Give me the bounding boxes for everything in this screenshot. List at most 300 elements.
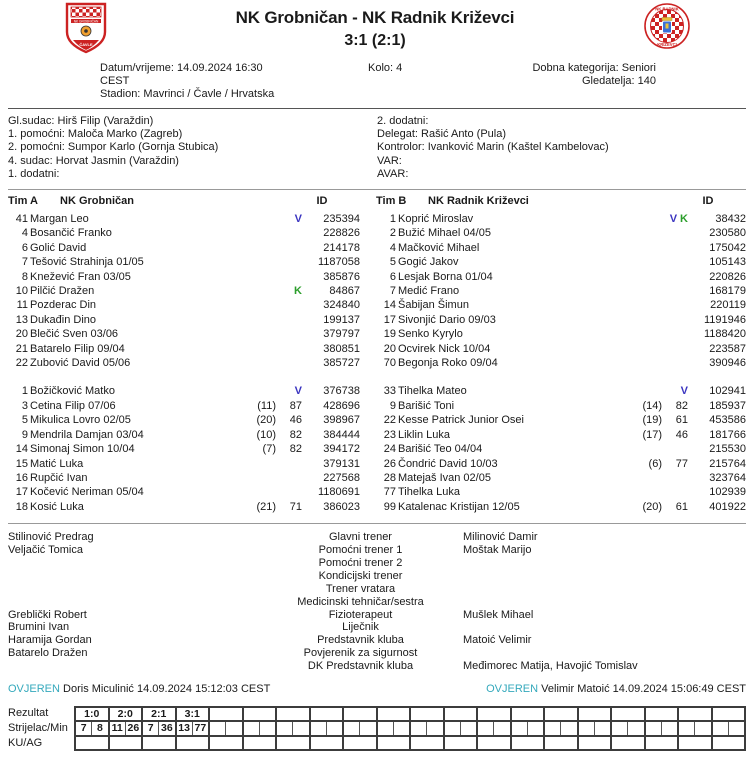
result-group xyxy=(277,708,311,749)
staff-row xyxy=(8,544,746,557)
result-cell xyxy=(478,708,510,722)
substitution-minute: 77 xyxy=(675,457,688,470)
marks-and-minute xyxy=(662,255,688,269)
player-name: Matić Luka xyxy=(30,457,84,470)
player-name: Bužić Mihael 04/05 xyxy=(398,227,491,240)
staff-name-team-a: Haramija Gordan xyxy=(8,634,92,647)
player-id: 105143 xyxy=(709,256,746,269)
player-name: Mačković Mihael xyxy=(398,241,480,254)
player-row xyxy=(376,471,746,485)
marks-and-minute xyxy=(276,255,302,269)
marks-and-minute xyxy=(662,284,688,298)
player-name: Čondrić David 10/03 xyxy=(398,457,498,470)
official-line: AVAR: xyxy=(377,167,409,180)
kuag-cell xyxy=(713,737,745,749)
player-row xyxy=(8,384,360,398)
player-number: 13 xyxy=(15,313,28,326)
divider xyxy=(8,108,746,109)
marks-and-minute xyxy=(276,313,302,327)
kuag-cell xyxy=(378,737,410,749)
marks-and-minute xyxy=(662,384,688,398)
marks-and-minute xyxy=(276,399,302,413)
marks-and-minute xyxy=(662,327,688,341)
result-section xyxy=(8,706,746,751)
result-group xyxy=(344,708,378,749)
minute-cell xyxy=(260,722,275,735)
result-cell xyxy=(646,708,678,722)
staff-role: DK Predstavnik kluba xyxy=(307,660,414,673)
result-cell xyxy=(545,708,577,722)
staff-name-team-b xyxy=(463,557,746,570)
scorer-label: Strijelac/Min xyxy=(8,721,68,734)
marks-and-minute xyxy=(276,471,302,485)
player-number: 1 xyxy=(389,213,396,226)
player-name: Matejaš Ivan 02/05 xyxy=(398,471,491,484)
player-number: 5 xyxy=(389,256,396,269)
kuag-cell xyxy=(244,737,276,749)
player-id: 1180691 xyxy=(317,486,360,499)
svg-text:NK RADNIK: NK RADNIK xyxy=(655,6,679,12)
minute-cell xyxy=(327,722,342,735)
scorer-cell xyxy=(244,722,260,735)
player-number: 20 xyxy=(15,328,28,341)
scorer-minute-cells xyxy=(277,722,309,737)
staff-role: Fizioterapeut xyxy=(328,608,393,621)
team-b-id-header: ID xyxy=(702,195,714,208)
substitution-origin: (19) xyxy=(642,414,662,427)
staff-name-team-a: Batarelo Dražen xyxy=(8,647,88,660)
player-number: 2 xyxy=(389,227,396,240)
player-id: 214178 xyxy=(323,241,360,254)
result-cell xyxy=(679,708,711,722)
staff-name-team-a xyxy=(8,660,258,673)
result-cell xyxy=(378,708,410,722)
result-group xyxy=(612,708,646,749)
minute-cell xyxy=(461,722,476,735)
result-group xyxy=(445,708,479,749)
scorer-minute-cells xyxy=(244,722,276,737)
scorer-minute-cells xyxy=(110,722,142,737)
marks-and-minute xyxy=(276,212,302,226)
staff-row xyxy=(8,570,746,583)
minute-cell xyxy=(729,722,744,735)
kuag-cell xyxy=(311,737,343,749)
minute-cell xyxy=(494,722,509,735)
goalkeeper-mark: V xyxy=(680,385,688,398)
player-name: Pilčić Dražen xyxy=(30,285,95,298)
player-row xyxy=(8,471,360,485)
divider xyxy=(8,523,746,524)
marks-and-minute xyxy=(276,413,302,427)
certified-badge: OVJEREN xyxy=(486,683,539,696)
match-title: NK Grobničan - NK Radnik Križevci xyxy=(235,8,515,27)
player-row xyxy=(8,313,360,327)
match-round: Kolo: 4 xyxy=(368,62,403,74)
minute-cell: 26 xyxy=(127,722,140,735)
kuag-cell xyxy=(445,737,477,749)
result-group xyxy=(545,708,579,749)
player-number: 10 xyxy=(15,285,28,298)
marks-and-minute xyxy=(662,342,688,356)
staff-name-team-a xyxy=(8,596,258,609)
scorer-minute-cells xyxy=(612,722,644,737)
official-line: VAR: xyxy=(377,154,402,167)
substitution-minute: 87 xyxy=(289,399,302,412)
result-group xyxy=(646,708,680,749)
player-name: Barišić Toni xyxy=(398,399,455,412)
player-id: 394172 xyxy=(323,443,360,456)
team-b-label: Tim B xyxy=(376,195,407,208)
player-name: Begonja Roko 09/04 xyxy=(398,357,498,370)
signature-right-text: Velimir Matoić 14.09.2024 15:06:49 CEST xyxy=(541,683,746,696)
staff-name-team-a: Stilinović Predrag xyxy=(8,531,94,544)
result-table xyxy=(74,706,746,751)
scorer-cell xyxy=(445,722,461,735)
player-number: 5 xyxy=(21,414,28,427)
team-a-substitutes xyxy=(8,384,360,514)
player-number: 21 xyxy=(15,342,28,355)
staff-role: Medicinski tehničar/sestra xyxy=(297,595,424,608)
scorer-cell xyxy=(411,722,427,735)
marks-and-minute xyxy=(662,356,688,370)
player-number: 77 xyxy=(383,486,396,499)
player-id: 175042 xyxy=(709,241,746,254)
player-row xyxy=(376,457,746,471)
staff-role: Pomoćni trener 2 xyxy=(318,556,403,569)
player-number: 20 xyxy=(383,342,396,355)
signature-left xyxy=(8,683,270,695)
player-id: 235394 xyxy=(323,213,360,226)
player-number: 6 xyxy=(389,270,396,283)
kuag-cell xyxy=(478,737,510,749)
player-row xyxy=(376,298,746,312)
team-a-name: NK Grobničan xyxy=(60,195,134,208)
official-line: 4. sudac: Horvat Jasmin (Varaždin) xyxy=(8,154,179,167)
player-name: Ocvirek Nick 10/04 xyxy=(398,342,491,355)
marks-and-minute xyxy=(276,442,302,456)
scorer-cell xyxy=(646,722,662,735)
player-row xyxy=(376,284,746,298)
player-name: Cetina Filip 07/06 xyxy=(30,399,116,412)
minute-cell xyxy=(595,722,610,735)
player-name: Tihelka Mateo xyxy=(398,385,467,398)
scorer-minute-cells xyxy=(512,722,544,737)
match-stadium: Stadion: Mavrinci / Čavle / Hrvatska xyxy=(100,88,275,100)
player-number: 17 xyxy=(15,486,28,499)
scorer-cell xyxy=(545,722,561,735)
away-club-crest-icon xyxy=(643,2,691,55)
team-b-block xyxy=(376,194,746,514)
team-b-header xyxy=(376,194,746,209)
player-row xyxy=(8,399,360,413)
player-name: Kesse Patrick Junior Osei xyxy=(398,414,524,427)
substitution-origin: (20) xyxy=(256,414,276,427)
scorer-minute-cells xyxy=(143,722,175,737)
player-row xyxy=(8,442,360,456)
kuag-cell xyxy=(679,737,711,749)
player-name: Kočević Neriman 05/04 xyxy=(30,486,144,499)
substitution-minute: 61 xyxy=(675,500,688,513)
player-id: 84867 xyxy=(329,285,360,298)
staff-name-team-b: Matoić Velimir xyxy=(463,634,532,647)
player-id: 215530 xyxy=(709,443,746,456)
team-a-header xyxy=(8,194,360,209)
minute-cell xyxy=(293,722,308,735)
marks-and-minute xyxy=(276,500,302,514)
title-block xyxy=(107,2,643,50)
team-b-name: NK Radnik Križevci xyxy=(428,195,529,208)
player-number: 16 xyxy=(15,471,28,484)
player-number: 4 xyxy=(389,241,396,254)
player-row xyxy=(8,212,360,226)
staff-name-team-a xyxy=(8,570,258,583)
staff-name-team-b xyxy=(463,621,746,634)
player-row xyxy=(8,342,360,356)
official-line: Kontrolor: Ivanković Marin (Kaštel Kambelovac) xyxy=(377,141,609,154)
player-id: 181766 xyxy=(709,428,746,441)
player-name: Dukađin Dino xyxy=(30,313,97,326)
substitution-origin: (11) xyxy=(257,399,276,412)
player-number: 3 xyxy=(21,399,28,412)
player-row xyxy=(8,226,360,240)
substitution-origin: (20) xyxy=(642,500,662,513)
home-club-crest-icon xyxy=(65,2,107,59)
player-id: 324840 xyxy=(323,299,360,312)
player-id: 215764 xyxy=(709,457,746,470)
player-number: 15 xyxy=(15,457,28,470)
kuag-cell xyxy=(512,737,544,749)
player-name: Medić Frano xyxy=(398,285,460,298)
player-id: 220119 xyxy=(710,299,746,312)
player-id: 1188420 xyxy=(703,328,746,341)
result-group xyxy=(311,708,345,749)
scorer-minute-cells xyxy=(646,722,678,737)
marks-and-minute xyxy=(662,313,688,327)
scorer-minute-cells xyxy=(713,722,745,737)
player-number: 70 xyxy=(383,357,396,370)
player-row xyxy=(376,270,746,284)
kuag-label: KU/AG xyxy=(8,736,43,749)
player-id: 385876 xyxy=(323,270,360,283)
marks-and-minute xyxy=(662,298,688,312)
kuag-cell xyxy=(177,737,209,749)
staff-role: Povjerenik za sigurnost xyxy=(303,647,418,660)
player-id: 185937 xyxy=(709,399,746,412)
player-name: Blečić Sven 03/06 xyxy=(30,328,119,341)
svg-text:ČAVLE: ČAVLE xyxy=(79,42,93,47)
player-id: 323764 xyxy=(709,471,746,484)
official-line: 2. pomoćni: Sumpor Karlo (Gornja Stubica) xyxy=(8,141,219,154)
kuag-cell xyxy=(277,737,309,749)
team-a-id-header: ID xyxy=(316,195,328,208)
age-category: Dobna kategorija: Seniori xyxy=(532,62,656,74)
scorer-cell xyxy=(612,722,628,735)
player-number: 33 xyxy=(383,385,396,398)
scorer-cell xyxy=(679,722,695,735)
minute-cell xyxy=(226,722,241,735)
marks-and-minute xyxy=(276,226,302,240)
staff-role: Predstavnik kluba xyxy=(317,634,404,647)
marks-and-minute xyxy=(662,413,688,427)
player-number: 8 xyxy=(21,270,28,283)
marks-and-minute xyxy=(662,500,688,514)
player-number: 18 xyxy=(15,500,28,513)
player-id: 380851 xyxy=(323,342,360,355)
kuag-cell xyxy=(411,737,443,749)
result-group xyxy=(76,708,110,749)
official-line: 1. pomoćni: Maloča Marko (Zagreb) xyxy=(8,128,183,141)
official-line: Gl.sudac: Hirš Filip (Varaždin) xyxy=(8,115,154,127)
player-row xyxy=(376,212,746,226)
result-group xyxy=(512,708,546,749)
player-row xyxy=(376,356,746,370)
marks-and-minute xyxy=(662,442,688,456)
match-info-left xyxy=(100,62,368,101)
player-id: 401922 xyxy=(709,500,746,513)
player-name: Lesjak Borna 01/04 xyxy=(398,270,493,283)
player-name: Liklin Luka xyxy=(398,428,450,441)
scorer-minute-cells xyxy=(378,722,410,737)
player-number: 7 xyxy=(389,285,396,298)
minute-cell: 36 xyxy=(161,722,173,735)
signatures-row xyxy=(8,683,746,695)
staff-role: Trener vratara xyxy=(325,582,396,595)
player-row xyxy=(376,413,746,427)
kuag-cell xyxy=(646,737,678,749)
kuag-cell xyxy=(76,737,108,749)
player-row xyxy=(8,255,360,269)
scorer-minute-cells xyxy=(177,722,209,737)
staff-row xyxy=(8,596,746,609)
player-number: 22 xyxy=(15,357,28,370)
player-name: Kosić Luka xyxy=(30,500,84,513)
substitution-origin: (7) xyxy=(262,443,276,456)
marks-and-minute xyxy=(276,342,302,356)
result-group xyxy=(679,708,713,749)
player-id: 102939 xyxy=(709,486,746,499)
result-cell: 2:1 xyxy=(143,708,175,722)
match-datetime: Datum/vrijeme: 14.09.2024 16:30 xyxy=(100,62,263,74)
player-id: 227568 xyxy=(323,471,360,484)
staff-row xyxy=(8,621,746,634)
player-number: 19 xyxy=(383,328,396,341)
report-header xyxy=(8,0,746,56)
player-number: 28 xyxy=(383,471,396,484)
result-cell xyxy=(311,708,343,722)
staff-row xyxy=(8,660,746,673)
staff-name-team-a: Greblički Robert xyxy=(8,608,87,621)
scorer-cell xyxy=(512,722,528,735)
signature-left-text: Doris Miculinić 14.09.2024 15:12:03 CEST xyxy=(63,683,271,696)
team-a-block xyxy=(8,194,360,514)
player-number: 99 xyxy=(383,500,396,513)
scorer-minute-cells xyxy=(76,722,108,737)
player-number: 17 xyxy=(383,313,396,326)
player-number: 24 xyxy=(383,443,396,456)
staff-row xyxy=(8,634,746,647)
scorer-cell xyxy=(378,722,394,735)
scorer-minute-cells xyxy=(344,722,376,737)
player-row xyxy=(376,313,746,327)
staff-name-team-b: Moštak Marijo xyxy=(463,544,532,557)
staff-row xyxy=(8,609,746,622)
staff-row xyxy=(8,531,746,544)
attendance: Gledatelja: 140 xyxy=(582,75,656,87)
scorer-cell xyxy=(210,722,226,735)
player-name: Senko Kyrylo xyxy=(398,328,463,341)
match-info xyxy=(8,62,746,101)
player-row xyxy=(8,327,360,341)
result-group xyxy=(210,708,244,749)
player-id: 220826 xyxy=(709,270,746,283)
player-name: Knežević Fran 03/05 xyxy=(30,270,131,283)
player-id: 379131 xyxy=(323,457,360,470)
scorer-minute-cells xyxy=(411,722,443,737)
team-a-starters xyxy=(8,212,360,370)
player-number: 4 xyxy=(21,227,28,240)
marks-and-minute xyxy=(662,241,688,255)
player-name: Mikulica Lovro 02/05 xyxy=(30,414,131,427)
team-b-substitutes xyxy=(376,384,746,514)
signature-right xyxy=(486,683,746,695)
scorer-cell: 11 xyxy=(110,722,126,735)
kuag-cell xyxy=(143,737,175,749)
player-number: 9 xyxy=(21,428,28,441)
substitution-minute: 82 xyxy=(289,443,302,456)
match-timezone: CEST xyxy=(100,75,130,87)
staff-name-team-b xyxy=(463,570,746,583)
scorer-minute-cells xyxy=(545,722,577,737)
goalkeeper-mark: V xyxy=(294,213,302,226)
result-cell: 1:0 xyxy=(76,708,108,722)
player-row xyxy=(376,226,746,240)
staff-role: Kondicijski trener xyxy=(318,569,403,582)
substitution-minute: 82 xyxy=(289,428,302,441)
player-name: Tihelka Luka xyxy=(398,486,460,499)
player-row xyxy=(8,298,360,312)
player-name: Božičković Matko xyxy=(30,385,115,398)
staff-name-team-b: Međimorec Matija, Havojić Tomislav xyxy=(463,660,638,673)
player-id: 1191946 xyxy=(703,313,746,326)
substitution-minute: 61 xyxy=(675,414,688,427)
player-row xyxy=(376,255,746,269)
player-number: 6 xyxy=(21,241,28,254)
player-row xyxy=(376,384,746,398)
player-name: Batarelo Filip 09/04 xyxy=(30,342,125,355)
player-row xyxy=(8,413,360,427)
kuag-cell xyxy=(579,737,611,749)
marks-and-minute xyxy=(662,428,688,442)
officials-left xyxy=(8,115,377,181)
player-name: Koprić Miroslav xyxy=(398,213,474,226)
scorer-minute-cells xyxy=(478,722,510,737)
player-id: 390946 xyxy=(709,357,746,370)
official-line: Delegat: Rašić Anto (Pula) xyxy=(377,128,507,141)
player-number: 26 xyxy=(383,457,396,470)
kuag-cell xyxy=(545,737,577,749)
scorer-minute-cells xyxy=(311,722,343,737)
kuag-cell xyxy=(344,737,376,749)
marks-and-minute xyxy=(662,270,688,284)
player-name: Bosančić Franko xyxy=(30,227,112,240)
certified-badge: OVJEREN xyxy=(8,683,60,696)
result-cell: 2:0 xyxy=(110,708,142,722)
player-row xyxy=(8,356,360,370)
team-b-starters xyxy=(376,212,746,370)
player-id: 398967 xyxy=(323,414,360,427)
minute-cell: 77 xyxy=(194,722,207,735)
staff-name-team-a: Brumini Ivan xyxy=(8,621,70,634)
